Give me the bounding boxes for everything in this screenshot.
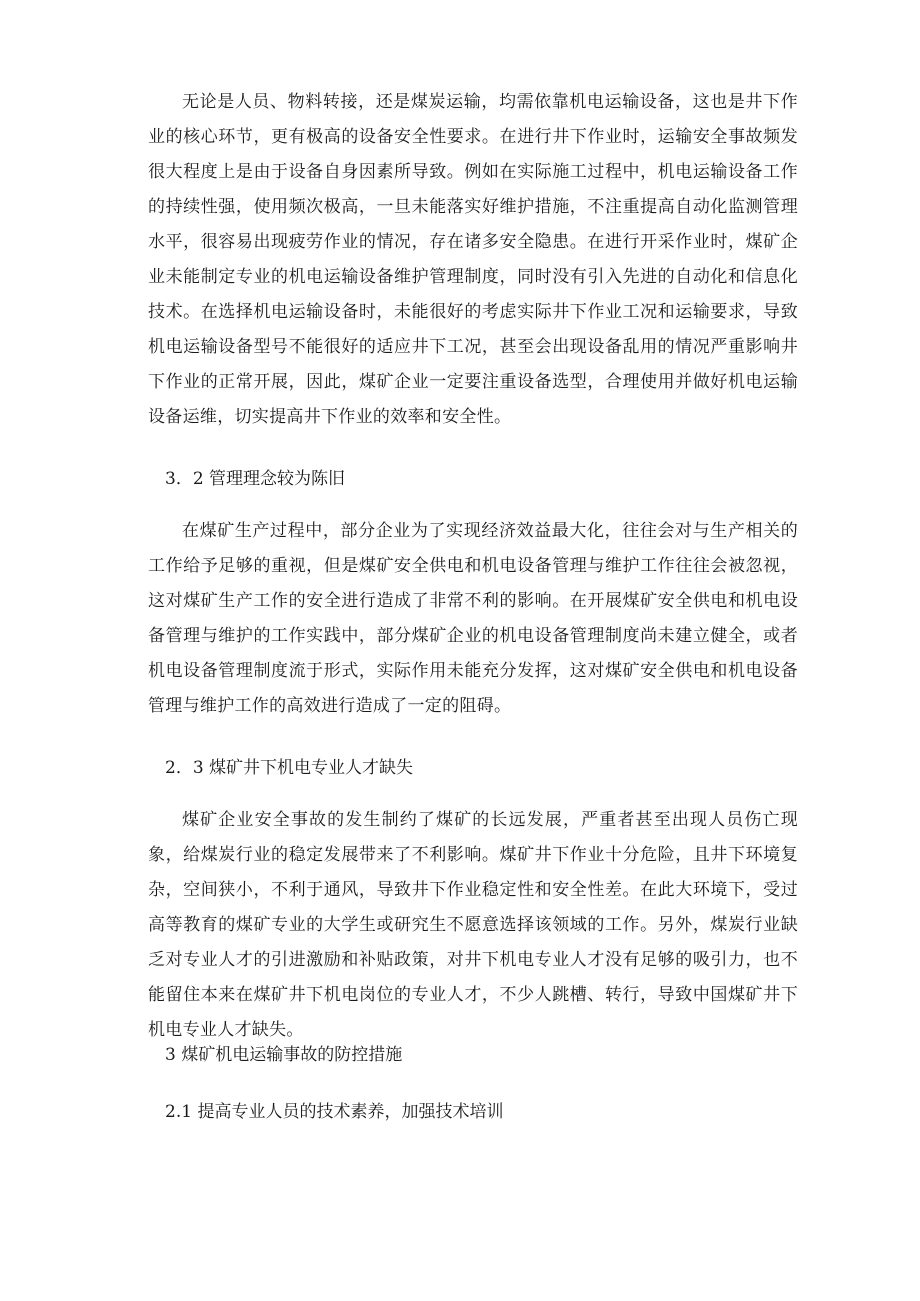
section-heading: 2.1 提高专业人员的技术素养，加强技术培训 bbox=[165, 1102, 504, 1122]
body-paragraph: 在煤矿生产过程中，部分企业为了实现经济效益最大化，往往会对与生产相关的工作给予足够的重视，但是煤矿安全供电和机电设备管理与维护工作往往会被忽视，这对煤矿生产工作的安全进行造成了非常不利的影响。在开展煤矿安全供电和机电设备管理与维护的工作实践中，部分煤矿企业的机电设备管理制度尚未建立健全，或者机电设备管理制度流于形式，实际作用未能充分发挥，这对煤矿安全供电和机电设备管理与维护工作的高效进行造成了一定的阻碍。 bbox=[148, 521, 798, 716]
body-paragraph: 无论是人员、物料转接，还是煤炭运输，均需依靠机电运输设备，这也是井下作业的核心环节，更有极高的设备安全性要求。在进行井下作业时，运输安全事故频发很大程度上是由于设备自身因素所导致。例如在实际施工过程中，机电运输设备工作的持续性强，使用频次极高，一旦未能落实好维护措施，不注重提高自动化监测管理水平，很容易出现疲劳作业的情况，存在诸多安全隐患。在进行开采作业时，煤矿企业未能制定专业的机电运输设备维护管理制度，同时没有引入先进的自动化和信息化技术。在选择机电运输设备时，未能很好的考虑实际井下作业工况和运输要求，导致机电运输设备型号不能很好的适应井下工况，甚至会出现设备乱用的情况严重影响井下作业的正常开展，因此，煤矿企业一定要注重设备选型，合理使用并做好机电运输设备运维，切实提高井下作业的效率和安全性。 bbox=[148, 92, 798, 427]
section-heading: 3．2 管理理念较为陈旧 bbox=[165, 469, 346, 489]
body-paragraph: 煤矿企业安全事故的发生制约了煤矿的长远发展，严重者甚至出现人员伤亡现象，给煤炭行业的稳定发展带来了不利影响。煤矿井下作业十分危险，且井下环境复杂，空间狭小，不利于通风，导致井下作业稳定性和安全性差。在此大环境下，受过高等教育的煤矿专业的大学生或研究生不愿意选择该领域的工作。另外，煤炭行业缺乏对专业人才的引进激励和补贴政策，对井下机电专业人才没有足够的吸引力，也不能留住本来在煤矿井下机电岗位的专业人才，不少人跳槽、转行，导致中国煤矿井下机电专业人才缺失。 bbox=[148, 810, 798, 1040]
section-heading: 2．3 煤矿井下机电专业人才缺失 bbox=[165, 758, 414, 778]
section-heading: 3 煤矿机电运输事故的防控措施 bbox=[165, 1045, 403, 1065]
